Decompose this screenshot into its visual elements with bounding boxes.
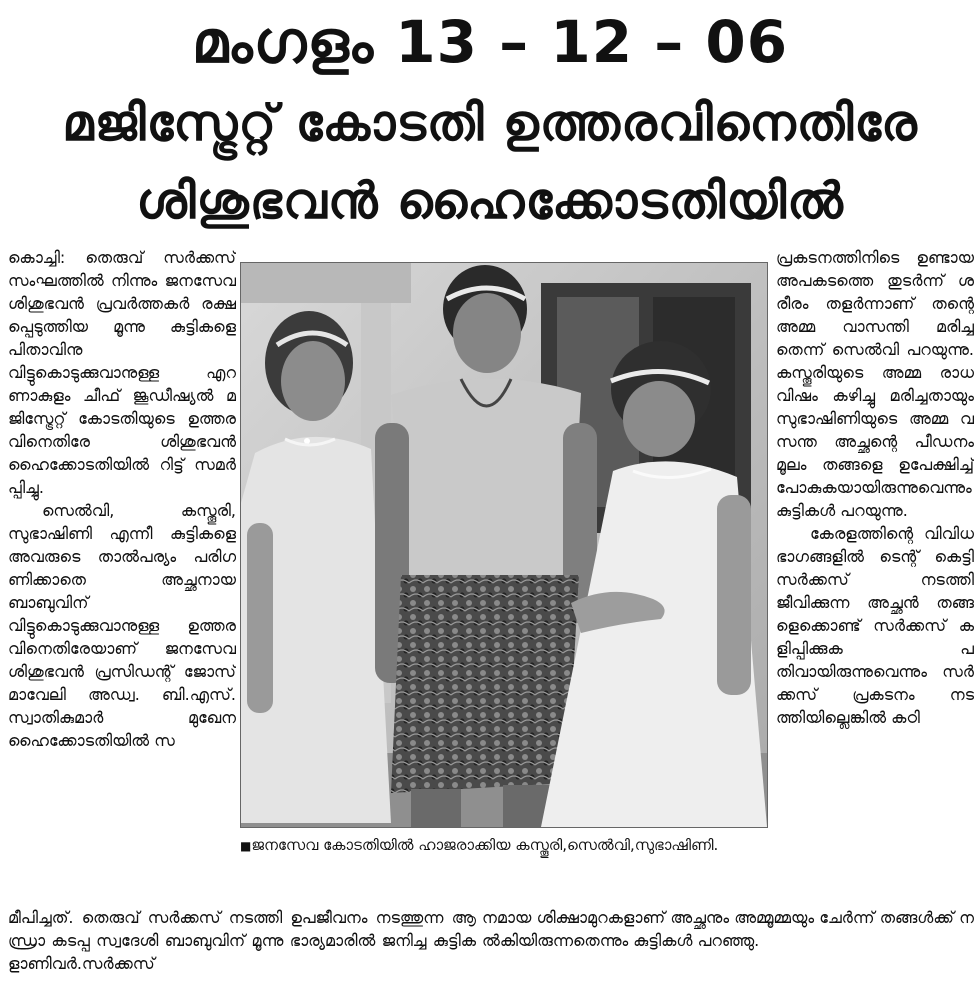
children-photo-illustration <box>241 263 767 827</box>
masthead-date: മംഗളം 13 – 12 – 06 <box>191 8 789 76</box>
photo-caption <box>240 834 766 857</box>
article-bottom-left: മീപിച്ചത്. തെരുവ് സർക്കസ് നടത്തി ഉപജീവനം നടത്തുന്ന ആന്ധ്രാ കടപ്പ സ്വദേശി ബാബുവിന് മൂന്നു ഭാര്യമാരിൽ ജനിച്ച കുട്ടികളാണിവർ.സർക്കസ് <box>8 908 476 973</box>
headline-line-1: മജിസ്ട്രേറ്റ് കോടതി ഉത്തരവിനെതിരേ <box>62 94 918 152</box>
caption-bullet-icon: ■ <box>240 839 252 853</box>
photo-caption-text: ജനസേവ കോടതിയിൽ ഹാജരാക്കിയ കസ്തൂരി,സെൽവി,സുഭാഷിണി. <box>251 836 719 854</box>
news-photo <box>240 262 768 828</box>
headline-line-2: ശിശുഭവന്‍ ഹൈക്കോടതിയില്‍ <box>136 172 844 230</box>
article-left-column <box>8 246 236 878</box>
article-paragraph: സെൽവി, കസ്തൂരി,സുഭാഷിണി എന്നീ കുട്ടികളെ അവരുടെ താൽപര്യം പരിഗണിക്കാതെ അച്ഛനായ ബാബുവിന് വിട്ടുകൊടുക്കുവാനുള്ള ഉത്തരവിനെതിരേയാണ് ജനസേവ ശിശുഭവൻ പ്രസിഡന്റ് ജോസ് മാവേലി അഡ്വ. ബി.എസ്. സ്വാതികുമാർ മുഖേന ഹൈക്കോടതിയിൽ സ <box>8 501 236 750</box>
article-right-column <box>776 246 974 878</box>
article-bottom-row <box>8 906 974 980</box>
article-bottom-right: നമായ ശിക്ഷാമുറകളാണ് അച്ഛനും അമ്മൂമ്മയും ചേർന്ന് തങ്ങൾക്ക് നൽകിയിരുന്നതെന്നും കുട്ടികൾ പറഞ്ഞു. <box>482 908 974 950</box>
article-paragraph: പ്രകടനത്തിനിടെ ഉണ്ടായ അപകടത്തെ തുടർന്ന് ശരീരം തളർന്നാണ് തന്റെ അമ്മ വാസന്തി മരിച്ചതെന്ന് സെൽവി പറയുന്നു. കസ്തൂരിയുടെ അമ്മ രാധ വിഷം കഴിച്ചു മരിച്ചതായും സുഭാഷിണിയുടെ അമ്മ വസന്ത അച്ഛന്റെ പീഡനം മൂലം തങ്ങളെ ഉപേക്ഷിച്ച് പോകുകയായിരുന്നുവെന്നും കുട്ടികൾ പറയുന്നു. <box>776 248 974 520</box>
article-paragraph: കേരളത്തിന്റെ വിവിധ ഭാഗങ്ങളിൽ ടെന്റ് കെട്ടി സർക്കസ് നടത്തി ജീവിക്കുന്ന അച്ഛൻ തങ്ങളെക്കൊണ്ട് സർക്കസ് കളിപ്പിക്കുക പതിവായിരുന്നുവെന്നും സർക്കസ് പ്രകടനം നടത്തിയില്ലെങ്കിൽ കഠി <box>776 524 974 727</box>
article-paragraph: കൊച്ചി: തെരുവ് സർക്കസ് സംഘത്തിൽ നിന്നും ജനസേവ ശിശുഭവൻ പ്രവർത്തകർ രക്ഷപ്പെടുത്തിയ മൂന്നു കുട്ടികളെ പിതാവിനു വിട്ടുകൊടുക്കുവാനുള്ള എറണാകുളം ചീഫ് ജൂഡീഷ്യൽ മജിസ്ട്രേറ്റ് കോടതിയുടെ ഉത്തരവിനെതിരേ ശിശുഭവൻ ഹൈക്കോടതിയിൽ റിട്ട് സമർപ്പിച്ചു. <box>8 248 236 497</box>
